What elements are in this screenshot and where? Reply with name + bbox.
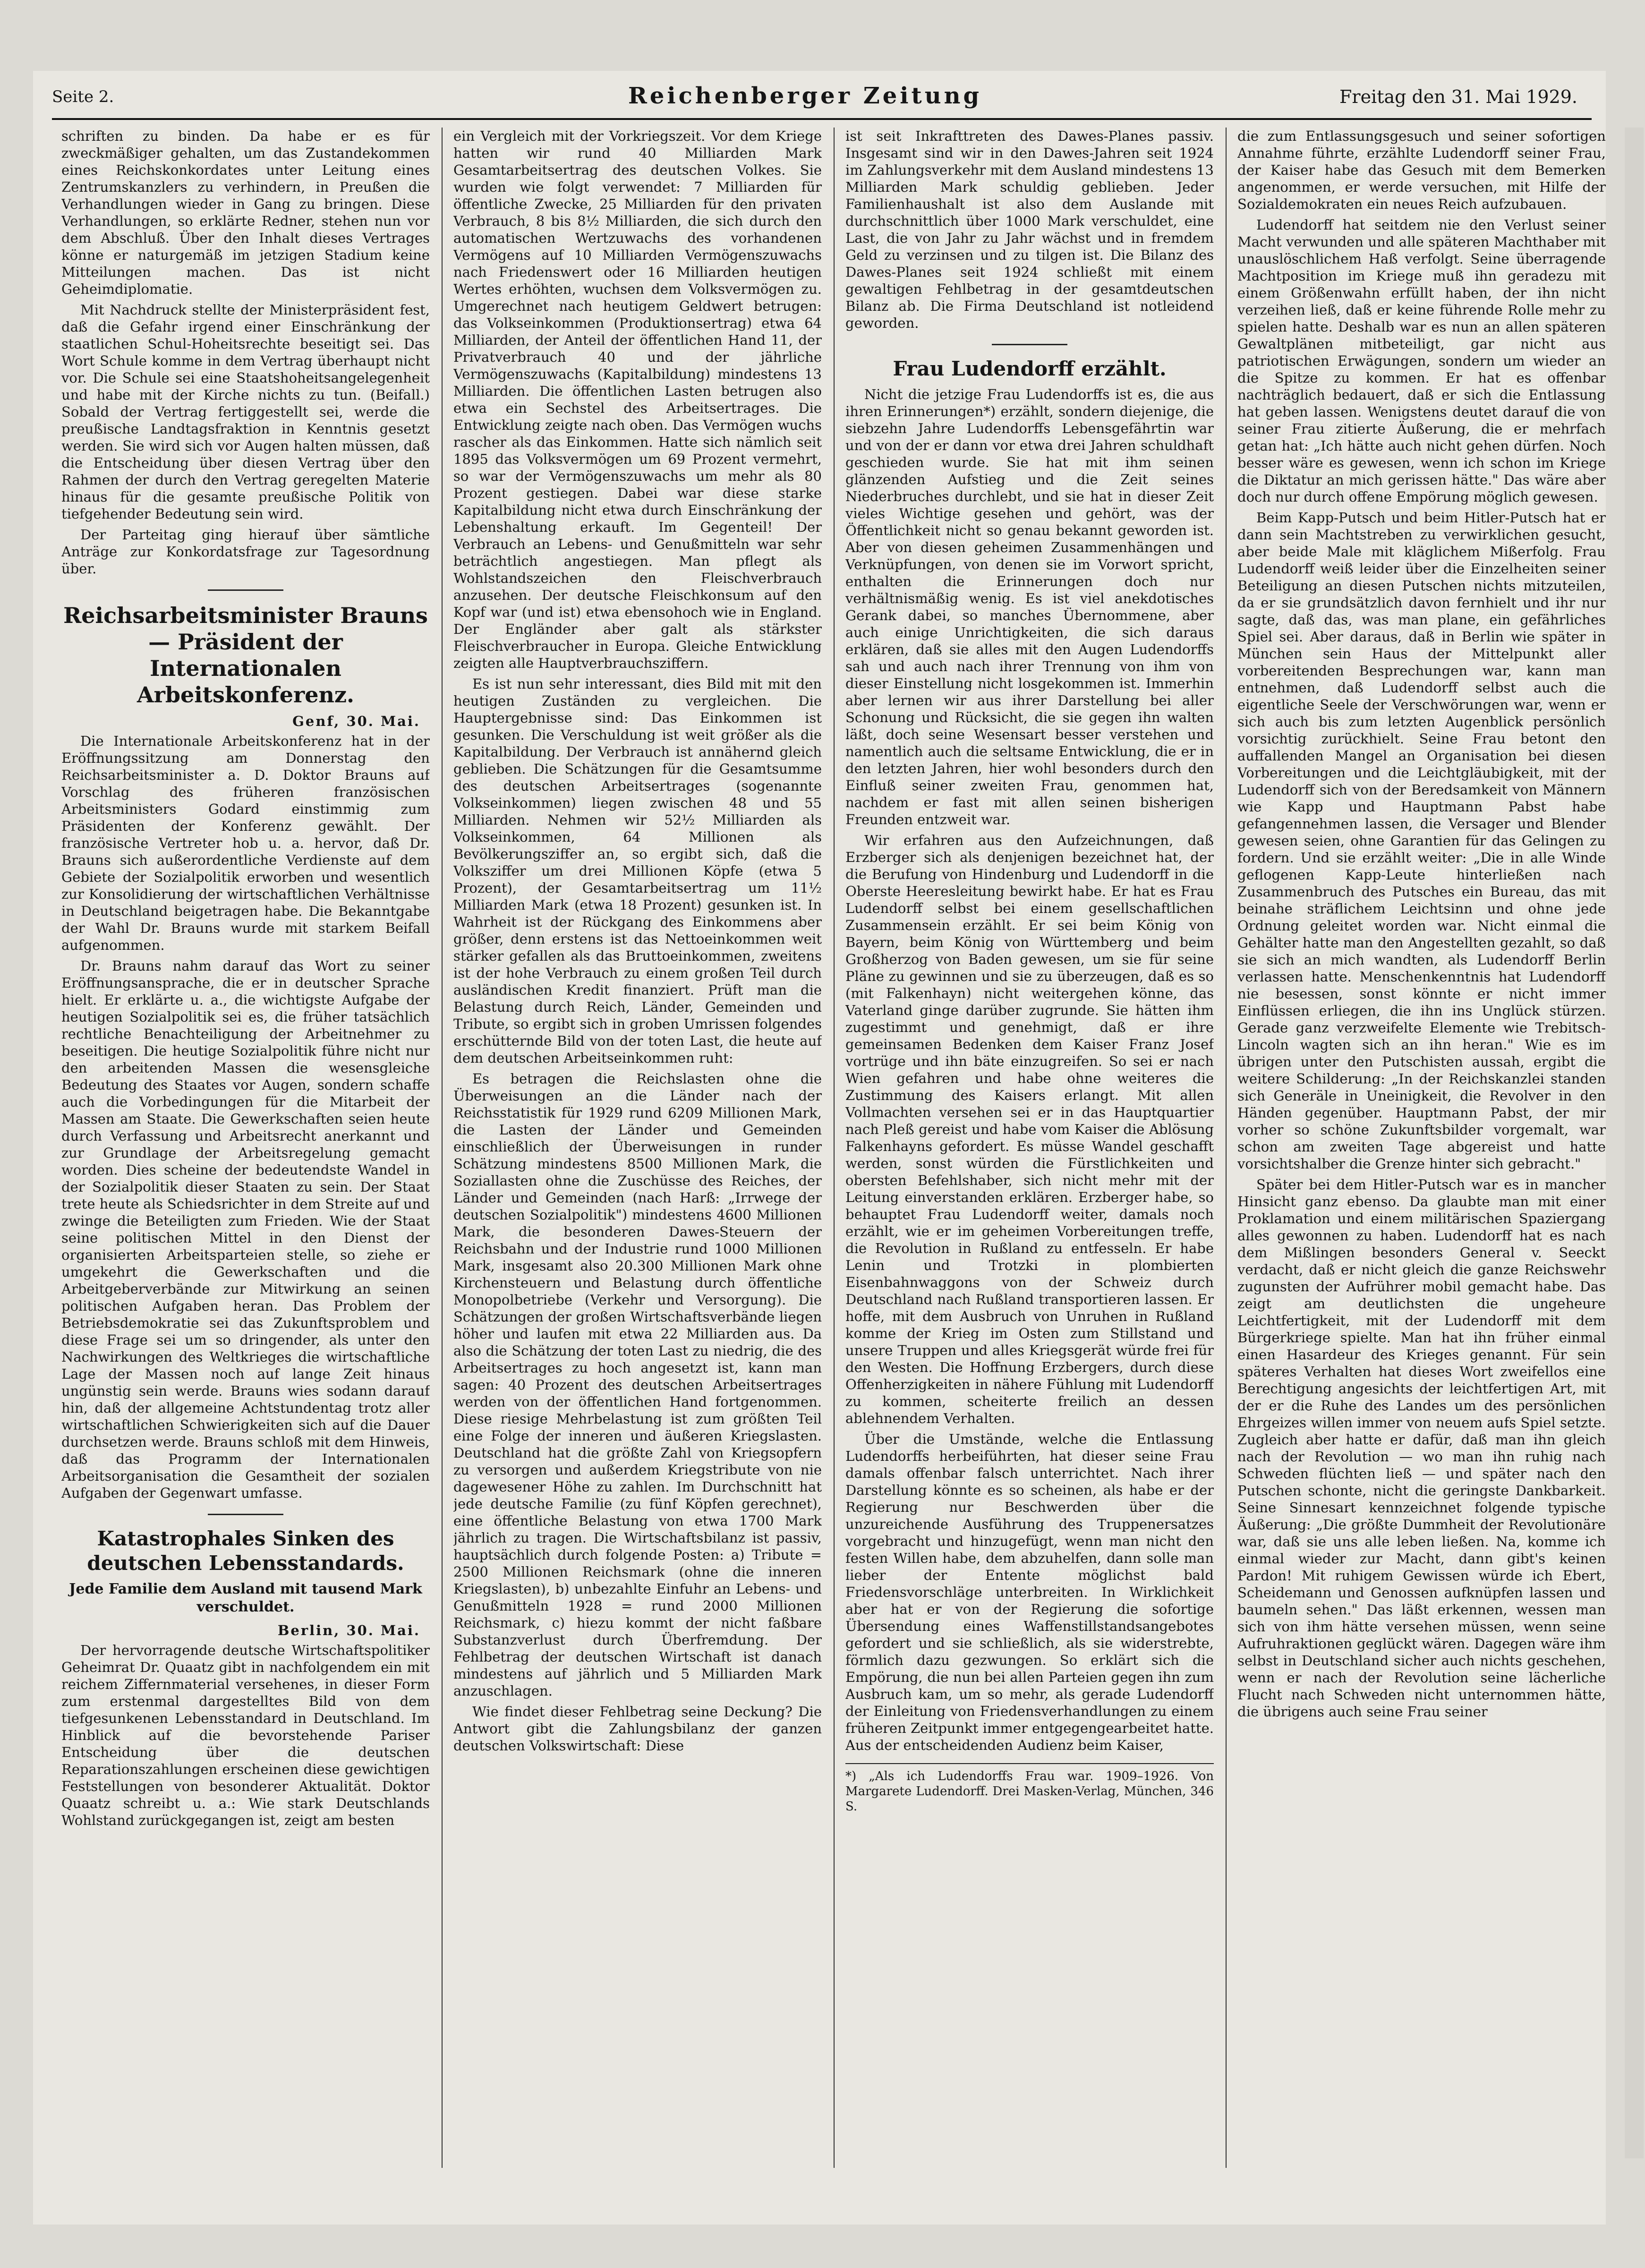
page-number: Seite 2. [52, 87, 114, 106]
page-header [38, 78, 1596, 116]
article-headline: Reichsarbeitsminister Brauns — Präsident der Internationalen Arbeitskonferenz. [63, 603, 428, 708]
paragraph: Über die Umstände, welche die Entlassung Ludendorffs herbeiführten, hat dieser seine Frau damals offenbar falsch unterrichtet. Nach ihrer Darstellung könnte es so scheinen, als habe er der Regierung nur Beschwerden über die unzureichende Ausführung des Truppenersatzes vorgebracht und hinzugefügt, wenn man nicht den festen Willen habe, dem abzuhelfen, dann solle man lieber der Entente möglichst bald Friedensvorschläge unterbreiten. In Wirklichkeit aber hat er von der Regierung die sofortige Übersendung eines Waffenstillstandsangebotes gefordert und sie schließlich, als sie widerstrebte, förmlich dazu gezwungen. So erklärt sich die Empörung, die nun bei allen Parteien gegen ihn zum Ausbruch kam, um so mehr, als gerade Ludendorff der Einleitung von Friedensverhandlungen zu einem früheren Zeitpunkt immer entgegengearbeitet hatte. Aus der entscheidenden Audienz beim Kaiser, [845, 1431, 1214, 1753]
footnote: *) „Als ich Ludendorffs Frau war. 1909–1926. Von Margarete Ludendorff. Drei Masken-Verlag, München, 346 S. [845, 1763, 1214, 1814]
paragraph: Später bei dem Hitler-Putsch war es in mancher Hinsicht ganz ebenso. Da glaubte man mit einer Proklamation und einem militärischen Spaziergang alles gewonnen zu haben. Ludendorff hat es nach dem Mißlingen besonders General v. Seeckt verdacht, daß er nicht gleich die ganze Reichswehr zugunsten der Aufrührer mobil gemacht habe. Das zeigt am deutlichsten die ungeheure Leichtfertigkeit, mit der Ludendorff mit dem Bürgerkriege spielte. Man hat ihn früher einmal einen Hasardeur des Krieges genannt. Für sein späteres Verhalten hat dieses Wort zweifellos eine Berechtigung angesichts der leichtfertigen Art, mit der er die Ruhe des Landes um des persönlichen Ehrgeizes willen immer von neuem aufs Spiel setzte. Zugleich aber hatte er dafür, daß man ihn gleich nach der Revolution — wo man ihn ruhig nach Schweden flüchten ließ — und später nach den Putschen schonte, nicht die geringste Dankbarkeit. Seine Sinnesart kennzeichnet folgende typische Äußerung: „Die größte Dummheit der Revolutionäre war, daß sie uns alle leben ließen. Na, komme ich einmal wieder zur Macht, dann gibt's keinen Pardon! Mit ruhigem Gewissen würde ich Ebert, Scheidemann und Genossen aufknüpfen lassen und baumeln sehen." Das läßt erkennen, wessen man sich von ihm hätte versehen müssen, wenn seine Aufruhraktionen geglückt wären. Dagegen wäre ihm selbst in Deutschland sicher auch nichts geschehen, wenn er nach der Revolution seine lächerliche Flucht nach Schweden nicht unternommen hätte, die übrigens auch seine Frau seiner [1237, 1177, 1606, 1720]
paragraph: Der hervorragende deutsche Wirtschaftspolitiker Geheimrat Dr. Quaatz gibt in nachfolgendem ein mit reichem Ziffernmaterial versehenes, in dieser Form zum erstenmal dargestelltes Bild von dem tiefgesunkenen Lebensstandard in Deutschland. Im Hinblick auf die bevorstehende Pariser Entscheidung über die deutschen Reparationszahlungen erscheinen diese gewichtigen Feststellungen von besonderer Aktualität. Doktor Quaatz schreibt u. a.: Wie stark Deutschlands Wohlstand zurückgegangen ist, zeigt am besten [61, 1642, 430, 1828]
paragraph: Es ist nun sehr interessant, dies Bild mit mit den heutigen Zuständen zu vergleichen. Die Hauptergebnisse sind: Das Einkommen ist gesunken. Die Verschuldung ist weit größer als die Kapitalbildung. Der Verbrauch ist annähernd gleich geblieben. Die Schätzungen für die Gesamtsumme des deutschen Arbeitsertrages (sogenannte Volkseinkommen) liegen zwischen 48 und 55 Milliarden. Nehmen wir 52½ Milliarden als Volkseinkommen, 64 Millionen als Bevölkerungsziffer an, so ergibt sich, daß die Volksziffer um drei Millionen Köpfe (etwa 5 Prozent), der Gesamtarbeitsertrag um 11½ Milliarden Mark (etwa 18 Prozent) gesunken ist. In Wahrheit ist der Rückgang des Einkommens aber größer, denn erstens ist das Nettoeinkommen weit stärker gefallen als das Bruttoeinkommen, zweitens ist der hohe Verbrauch zu einem großen Teil durch ausländischen Kredit finanziert. Prüft man die Belastung durch Reich, Länder, Gemeinden und Tribute, so ergibt sich in groben Umrissen folgendes erschütternde Bild von der toten Last, die heute auf dem deutschen Arbeitseinkommen ruht: [453, 676, 822, 1066]
column-divider [1226, 128, 1227, 2168]
paragraph: die zum Entlassungsgesuch und seiner sofortigen Annahme führte, erzählte Ludendorff seiner Frau, der Kaiser habe das Gesuch mit dem Bemerken angenommen, er werde versuchen, mit Hilfe der Sozialdemokraten ein neues Reich aufzubauen. [1237, 128, 1606, 212]
paragraph: Beim Kapp-Putsch und beim Hitler-Putsch hat er dann sein Machtstreben zu verwirklichen gesucht, aber beide Male mit kläglichem Mißerfolg. Frau Ludendorff weiß leider über die Einzelheiten seiner Beteiligung an diesen Putschen nichts mitzuteilen, da er sie grundsätzlich davon fernhielt und ihr nur sagte, daß das, was man plane, ein gefährliches Spiel sei. Aber daraus, daß in Berlin wie später in München sein Haus der Mittelpunkt aller vorbereitenden Besprechungen war, kann man entnehmen, daß Ludendorff selbst auch die eigentliche Seele der Verschwörungen war, wenn er sich auch bis zum letzten Augenblick persönlich vorsichtig zurückhielt. Seine Frau betont den auffallenden Mangel an Organisation bei diesen Vorbereitungen und die Leichtgläubigkeit, mit der Ludendorff sich von der Beredsamkeit von Männern wie Kapp und Hauptmann Pabst habe gefangennehmen lassen, die Versager und Blender gewesen seien, ohne Garantien für das Gelingen zu fordern. Und sie erzählt weiter: „Die in alle Winde geflogenen Kapp-Leute hinterließen nach Zusammenbruch des Putsches ein Bureau, das mit beinahe sträflichem Leichtsinn und ohne jede Ordnung geleitet worden war. Nicht einmal die Gehälter hatte man den Angestellten gezahlt, so daß sie sich an mich wandten, als Ludendorff Berlin verlassen hatte. Menschenkenntnis hat Ludendorff nie besessen, sonst könnte er nicht immer Einflüssen erliegen, die ihn ins Unglück stürzen. Gerade ganz verzweifelte Elemente wie Trebitsch-Lincoln wagten sich an ihn heran." Wie es im übrigen unter den Putschisten aussah, ergibt die weitere Schilderung: „In der Reichskanzlei standen sich Generäle in Uneinigkeit, die Revolver in den Händen gegenüber. Hauptmann Pabst, der mir vorher so schöne Zukunftsbilder vorgemalt, war schon am zweiten Tage abgereist und hatte vorsichtshalber die Grenze hinter sich gebracht." [1237, 510, 1606, 1172]
paragraph: Der Parteitag ging hierauf über sämtliche Anträge zur Konkordatsfrage zur Tagesordnung über. [61, 527, 430, 577]
column-3 [845, 128, 1214, 2158]
paragraph: Nicht die jetzige Frau Ludendorffs ist es, die aus ihren Erinnerungen*) erzählt, sondern diejenige, die siebzehn Jahre Ludendorffs Lebensgefährtin war und von der er dann vor etwa drei Jahren schuldhaft geschieden wurde. Sie hat mit ihm seinen glänzenden Aufstieg und die Zeit seines Niederbruches durchlebt, und sie hat in dieser Zeit vieles Wichtige gesehen und gehört, was der Öffentlichkeit nicht so genau bekannt geworden ist. Aber von diesen geheimen Zusammenhängen und Verknüpfungen, von denen sie im Vorwort spricht, enthalten die Erinnerungen doch nur verhältnismäßig wenig. Es ist viel anekdotisches Gerank dabei, so manches Übernommene, aber auch einige Unrichtigkeiten, die sich daraus erklären, daß sie alles mit den Augen Ludendorffs sah und auch nach ihrer Trennung von ihm von dieser Einstellung nicht losgekommen ist. Immerhin aber lernen wir aus ihrer Darstellung bei aller Schonung und Rücksicht, die sie gegen ihn walten läßt, doch seine Wesensart besser verstehen und namentlich auch die seltsame Entwicklung, die er in den letzten Jahren, hier wohl besonders durch den Einfluß seiner zweiten Frau, genommen hat, nachdem er fast mit allen seinen bisherigen Freunden entzweit war. [845, 386, 1214, 827]
column-1 [61, 128, 430, 2158]
article-headline: Katastrophales Sinken des deutschen Lebensstandards. [87, 1527, 404, 1575]
newspaper-title: Reichenberger Zeitung [628, 83, 982, 109]
column-divider [834, 128, 835, 2168]
dateline: Genf, 30. Mai. [292, 713, 420, 729]
paragraph: Wir erfahren aus den Aufzeichnungen, daß Erzberger sich als denjenigen bezeichnet hat, der die Berufung von Hindenburg und Ludendorff in die Oberste Heeresleitung bewirkt habe. Er hat es Frau Ludendorff selbst bei einem gesellschaftlichen Zusammensein erzählt. Er sei beim König von Bayern, beim König von Württemberg und beim Großherzog von Baden gewesen, um sie für seine Pläne zu gewinnen und sie zu überzeugen, daß es so (mit Falkenhayn) nicht weitergehen könne, das Vaterland ginge darüber zugrunde. Sie hätten ihm zugestimmt und genehmigt, daß er ihre gemeinsamen Bedenken dem Kaiser Franz Josef vortrüge und ihn bäte einzugreifen. So sei er nach Wien gefahren und habe ohne weiteres die Zustimmung des Kaisers erlangt. Mit allen Vollmachten versehen sei er in das Hauptquartier nach Pleß gereist und habe vom Kaiser die Ablösung Falkenhayns gefordert. Es müsse Wandel geschafft werden, sonst würden die Fürstlichkeiten und obersten Befehlshaber, sich nicht mehr mit der Leitung einverstanden erklären. Erzberger habe, so behauptet Frau Ludendorff weiter, damals noch erzählt, wie er im geheimen Vorbereitungen treffe, die Revolution in Rußland zu entfesseln. Er habe Lenin und Trotzki in plombierten Eisenbahnwaggons von der Schweiz durch Deutschland nach Rußland transportieren lassen. Er hoffe, mit dem Ausbruch von Unruhen in Rußland komme der Krieg im Osten zum Stillstand und unsere Truppen und alles Kriegsgerät würde frei für den Westen. Die Hoffnung Erzbergers, durch diese Offenherzigkeiten in nähere Fühlung mit Ludendorff zu kommen, scheiterte freilich an dessen ablehnendem Verhalten. [845, 832, 1214, 1426]
article-headline: Frau Ludendorff erzählt. [893, 357, 1167, 380]
article-subheadline: Jede Familie dem Ausland mit tausend Mark verschuldet. [69, 1581, 422, 1615]
issue-date: Freitag den 31. Mai 1929. [1339, 86, 1577, 107]
dateline: Berlin, 30. Mai. [277, 1622, 420, 1638]
paragraph: Ludendorff hat seitdem nie den Verlust seiner Macht verwunden und alle späteren Machthaber mit unauslöschlichem Haß verfolgt. Seine überragende Machtposition im Kriege muß ihn geradezu mit einem Größenwahn erfüllt haben, der ihn nicht verzeihen ließ, daß er keine führende Rolle mehr zu spielen hatte. Deshalb war es nun an allen späteren Gewaltplänen mitbeteiligt, gar nicht aus patriotischen Erwägungen, sondern um wieder an die Spitze zu kommen. Er hat es offenbar nachträglich bedauert, daß er sich die Entlassung hat geben lassen. Wenigstens deutet darauf die von seiner Frau zitierte Äußerung, die er mehrfach getan hat: „Ich hätte auch nicht gehen dürfen. Noch besser wäre es gewesen, wenn ich schon im Kriege die Diktatur an mich gerissen hätte." Das wäre aber doch nur durch offene Empörung möglich gewesen. [1237, 217, 1606, 505]
separator [992, 344, 1067, 345]
paragraph: Dr. Brauns nahm darauf das Wort zu seiner Eröffnungsansprache, die er in deutscher Sprache hielt. Er erklärte u. a., die wichtigste Aufgabe der heutigen Sozialpolitik sei es, die früher tatsächlich rechtliche Benachteiligung der Arbeitnehmer zu beseitigen. Die heutige Sozialpolitik führe nicht nur den arbeitenden Massen die wesensgleiche Bedeutung des Staates vor Augen, sondern schaffe auch die Vorbedingungen für die Mitarbeit der Massen am Staate. Die Gewerkschaften seien heute durch Verfassung und Arbeitsrecht anerkannt und zur Grundlage der Arbeitsregelung gemacht worden. Dies scheine der bedeutendste Wandel in der Sozialpolitik dieser Staaten zu sein. Der Staat trete heute als Schiedsrichter in dem Streite auf und zwinge die Beteiligten zum Frieden. Wie der Staat seine politischen Mittel in den Dienst der organisierten Arbeitsparteien stelle, so ziehe er umgekehrt die Gewerkschaften und die Arbeitgeberverbände zur Mitwirkung an seinen politischen Aufgaben heran. Das Problem der Betriebsdemokratie sei das Zukunftsproblem und diese Frage sei um so dringender, als unter den Nachwirkungen des Weltkrieges die wirtschaftliche Lage der Massen noch auf lange Zeit hinaus ungünstig sein werde. Brauns wies sodann darauf hin, daß der allgemeine Achtstundentag trotz aller wirtschaftlichen Schwierigkeiten sich auf die Dauer durchsetzen werde. Brauns schloß mit dem Hinweis, daß das Programm der Internationalen Arbeitsorganisation die Gesamtheit der sozialen Aufgaben der Gegenwart umfasse. [61, 958, 430, 1501]
paragraph: ist seit Inkrafttreten des Dawes-Planes passiv. Insgesamt sind wir in den Dawes-Jahren seit 1924 im Zahlungsverkehr mit dem Ausland mindestens 13 Milliarden Mark schuldig geblieben. Jeder Familienhaushalt ist also dem Auslande mit durchschnittlich über 1000 Mark verschuldet, eine Last, die von Jahr zu Jahr wächst und in fremdem Geld zu verzinsen und zu tilgen ist. Die Bilanz des Dawes-Planes seit 1924 schließt mit einem gewaltigen Fehlbetrag in der gesamtdeutschen Bilanz ab. Die Firma Deutschland ist notleidend geworden. [845, 128, 1214, 331]
column-divider [442, 128, 443, 2168]
column-4 [1237, 128, 1606, 2158]
adjacent-page-edge [1625, 128, 1644, 2158]
paragraph: Mit Nachdruck stellte der Ministerpräsident fest, daß die Gefahr irgend einer Einschränkung der staatlichen Schul-Hoheitsrechte beseitigt sei. Das Wort Schule komme in dem Vertrag überhaupt nicht vor. Die Schule sei eine Staatshoheitsangelegenheit und habe mit der Kirche nichts zu tun. (Beifall.) Sobald der Vertrag fertiggestellt sei, werde die preußische Landtagsfraktion in Kenntnis gesetzt werden. Sie wird sich vor Augen halten müssen, daß die Entscheidung über diesen Vertrag über den Rahmen der durch den Vertrag geregelten Materie hinaus für die gesamte preußische Politik von tiefgehender Bedeutung sein wird. [61, 302, 430, 522]
paragraph: ein Vergleich mit der Vorkriegszeit. Vor dem Kriege hatten wir rund 40 Milliarden Mark Gesamtarbeitsertrag des deutschen Volkes. Sie wurden wie folgt verwendet: 7 Milliarden für öffentliche Zwecke, 25 Milliarden für den privaten Verbrauch, 8 bis 8½ Milliarden, die sich durch den automatischen Wertzuwachs des vorhandenen Vermögens auf 10 Milliarden Vermögenszuwachs nach Friedenswert oder 16 Milliarden heutigen Wertes erhöhten, wuchsen dem Volksvermögen zu. Umgerechnet nach heutigem Geldwert betrugen: das Volkseinkommen (Produktionsertrag) etwa 64 Milliarden, der Anteil der öffentlichen Hand 11, der Privatverbrauch 40 und der jährliche Vermögenszuwachs (Kapitalbildung) mindestens 13 Milliarden. Die öffentlichen Lasten betrugen also etwa ein Sechstel des Arbeitsertrages. Die Entwicklung zeigte nach oben. Das Vermögen wuchs rascher als das Einkommen. Hatte sich nämlich seit 1895 das Volksvermögen um 69 Prozent vermehrt, so war der Vermögenszuwachs um mehr als 80 Prozent gestiegen. Dabei war diese starke Kapitalbildung nicht etwa durch Einschränkung der Lebenshaltung erkauft. Im Gegenteil! Der Verbrauch an Lebens- und Genußmitteln war sehr beträchtlich angestiegen. Man pflegt als Wohlstandszeichen den Fleischverbrauch anzusehen. Der deutsche Fleischkonsum auf den Kopf war (und ist) etwa ebensohoch wie in England. Der Engländer aber galt als stärkster Fleischverbraucher in Europa. Gleiche Entwicklung zeigten alle Hauptverbrauchsziffern. [453, 128, 822, 671]
separator [208, 1514, 283, 1515]
header-rule [52, 118, 1592, 120]
paragraph: Es betragen die Reichslasten ohne die Überweisungen an die Länder nach der Reichsstatistik für 1929 rund 6209 Millionen Mark, die Lasten der Länder und Gemeinden einschließlich der Überweisungen in runder Schätzung mindestens 8500 Millionen Mark, die Soziallasten ohne die Zuschüsse des Reiches, der Länder und Gemeinden (nach Harß: „Irrwege der deutschen Sozialpolitik") mindestens 4600 Millionen Mark, die besonderen Dawes-Steuern der Reichsbahn und der Industrie rund 1000 Millionen Mark, insgesamt also 20.300 Millionen Mark ohne Kirchensteuern und Belastung durch öffentliche Monopolbetriebe (Verkehr und Versorgung). Die Schätzungen der großen Wirtschaftsverbände liegen höher und laufen mit etwa 22 Milliarden aus. Da also die Schätzung der toten Last zu niedrig, die des Arbeitsertrages zu hoch angesetzt ist, kann man sagen: 40 Prozent des deutschen Arbeitsertrages werden von der öffentlichen Hand fortgenommen. Diese riesige Mehrbelastung ist zum größten Teil eine Folge der inneren und äußeren Kriegslasten. Deutschland hat die größte Zahl von Kriegsopfern zu versorgen und außerdem Kriegstribute von nie dagewesener Höhe zu zahlen. Im Durchschnitt hat jede deutsche Familie (zu fünf Köpfen gerechnet), eine öffentliche Belastung von etwa 1700 Mark jährlich zu tragen. Die Wirtschaftsbilanz ist passiv, hauptsächlich durch folgende Posten: a) Tribute = 2500 Millionen Reichsmark (ohne die inneren Kriegslasten), b) unbezahlte Einfuhr an Lebens- und Genußmitteln 1928 = rund 2000 Millionen Reichsmark, c) hiezu kommt der nicht faßbare Substanzverlust durch Überfremdung. Der Fehlbetrag der deutschen Wirtschaft ist danach mindestens auf jährlich und 5 Milliarden Mark anzuschlagen. [453, 1071, 822, 1699]
paragraph: Wie findet dieser Fehlbetrag seine Deckung? Die Antwort gibt die Zahlungsbilanz der ganzen deutschen Volkswirtschaft: Diese [453, 1704, 822, 1754]
paragraph: Die Internationale Arbeitskonferenz hat in der Eröffnungssitzung am Donnerstag den Reichsarbeitsminister a. D. Doktor Brauns auf Vorschlag des früheren französischen Arbeitsministers Godard einstimmig zum Präsidenten der Konferenz gewählt. Der französische Vertreter hob u. a. hervor, daß Dr. Brauns sich außerordentliche Verdienste auf dem Gebiete der Sozialpolitik erworben und wesentlich zur Konsolidierung der wirtschaftlichen Verhältnisse in Deutschland beigetragen habe. Die Bekanntgabe der Wahl Dr. Brauns wurde mit starkem Beifall aufgenommen. [61, 733, 430, 953]
paragraph: schriften zu binden. Da habe er es für zweckmäßiger gehalten, um das Zustandekommen eines Reichskonkordates unter Leitung eines Zentrumskanzlers zu verhindern, in Preußen die Verhandlungen wieder in Gang zu bringen. Diese Verhandlungen, so erklärte Redner, stehen nun vor dem Abschluß. Über den Inhalt dieses Vertrages könne er naturgemäß im jetzigen Stadium keine Mitteilungen machen. Das ist nicht Geheimdiplomatie. [61, 128, 430, 297]
column-2 [453, 128, 822, 2158]
separator [208, 589, 283, 591]
